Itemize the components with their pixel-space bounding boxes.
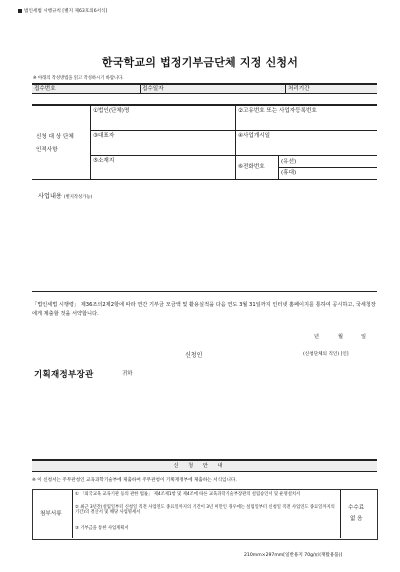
top-rule xyxy=(32,83,377,85)
fee-value: 없 음 xyxy=(350,516,363,522)
date-day-label: 일 xyxy=(361,334,367,340)
date-year-label: 년 xyxy=(314,334,320,340)
receipt-date-label: 접수일자 xyxy=(142,86,164,92)
page-title: 한국학교의 법정기부금단체 지정 신청서 xyxy=(101,56,299,69)
divider xyxy=(285,84,286,93)
form-reference-text: 법인세법 시행규칙 [별지 제63호의6서식] xyxy=(24,9,108,14)
attachment-item-2: ② 최근 3년간(설립일부터 신청일 직전 사업연도 종료일까지의 기간이 3년 미만인 경우에는 설립일부터 신청일 직전 사업연도 종료일까지의 기간)의 결산서 및 해당 사업명세서 xyxy=(75,505,335,516)
receipt-row-bottom xyxy=(32,93,377,94)
divider xyxy=(340,490,341,538)
addressee-suffix: 귀하 xyxy=(122,371,133,377)
processing-period-label: 처리기간 xyxy=(288,86,310,92)
addressee: 기획재정부장관 xyxy=(34,370,94,380)
guide-note: ※ 이 신청서는 주무관청인 교육과학기술부에 제출하여 주무관청이 기획재정부에 제출하는 서식입니다. xyxy=(32,478,237,483)
phone-field: ⑥전화번호 xyxy=(238,164,265,170)
fee-label: 수수료 xyxy=(348,505,365,511)
receipt-number-label: 접수번호 xyxy=(34,86,56,92)
address-field: ⑤소재지 xyxy=(93,158,115,164)
applicant-label: 신청인 xyxy=(185,352,203,359)
attachment-item-1: ① 「외국교육 교육기관 등의 관한 법률」 제4조제1항 및 제4조에 따른 교육과학기술부장관의 설립승인서 및 운영설치서 xyxy=(75,492,301,497)
attachment-item-3: ③ 기부금을 통한 사업계획서 xyxy=(75,526,129,531)
paper-spec-footer: 210mm×297mm[일반용지 70g/㎡(재활용품)] xyxy=(244,553,343,558)
business-content-title: 사업내용 xyxy=(38,193,62,200)
divider xyxy=(90,105,91,179)
form-reference xyxy=(18,8,107,14)
guide-title: 신 청 안 내 xyxy=(173,463,227,469)
business-content-label xyxy=(38,191,92,200)
receipt-row-shade xyxy=(32,84,377,93)
row-divider xyxy=(90,155,377,156)
content-bottom-rule xyxy=(32,291,377,292)
registration-number-field: ②고유번호 또는 사업자등록번호 xyxy=(238,108,317,114)
attachments-label: 첨부서류 xyxy=(40,511,62,517)
section-top-rule xyxy=(32,104,377,106)
business-start-date-field: ④사업개시일 xyxy=(238,133,271,139)
guide-title-rule xyxy=(32,471,377,472)
row-divider xyxy=(90,130,377,131)
declaration-text: 「법인세법 시행령」 제36조의2제2항에 따라 연간 기부금 모금액 및 활용실적을 다음 연도 3월 31일까지 인터넷 홈페이지를 통하여 공시하고, 국세청장에게 제출할 것을 서약합니다. xyxy=(32,302,376,318)
instruction-note: ※ 아래의 작성방법을 읽고 작성하시기 바랍니다. xyxy=(33,76,124,81)
section-bottom-rule xyxy=(32,179,377,180)
applicant-section-label: 신청 대 상 단체 xyxy=(36,134,74,140)
representative-field: ③대표자 xyxy=(93,133,115,139)
divider xyxy=(140,84,141,93)
signature-note: (신청단체의 직인) [인] xyxy=(303,352,349,357)
square-icon xyxy=(18,9,22,13)
business-content-sub: (별지작성가능) xyxy=(63,195,93,200)
date-month-label: 월 xyxy=(338,334,344,340)
phone-mobile-label: (휴대) xyxy=(281,170,297,176)
org-name-field: ①법인(단체)명 xyxy=(93,108,130,114)
divider xyxy=(235,105,236,179)
phone-landline-label: (유선) xyxy=(281,159,297,165)
applicant-section-sublabel: 인적사항 xyxy=(36,147,58,153)
divider xyxy=(72,490,73,538)
row-divider xyxy=(278,167,377,168)
